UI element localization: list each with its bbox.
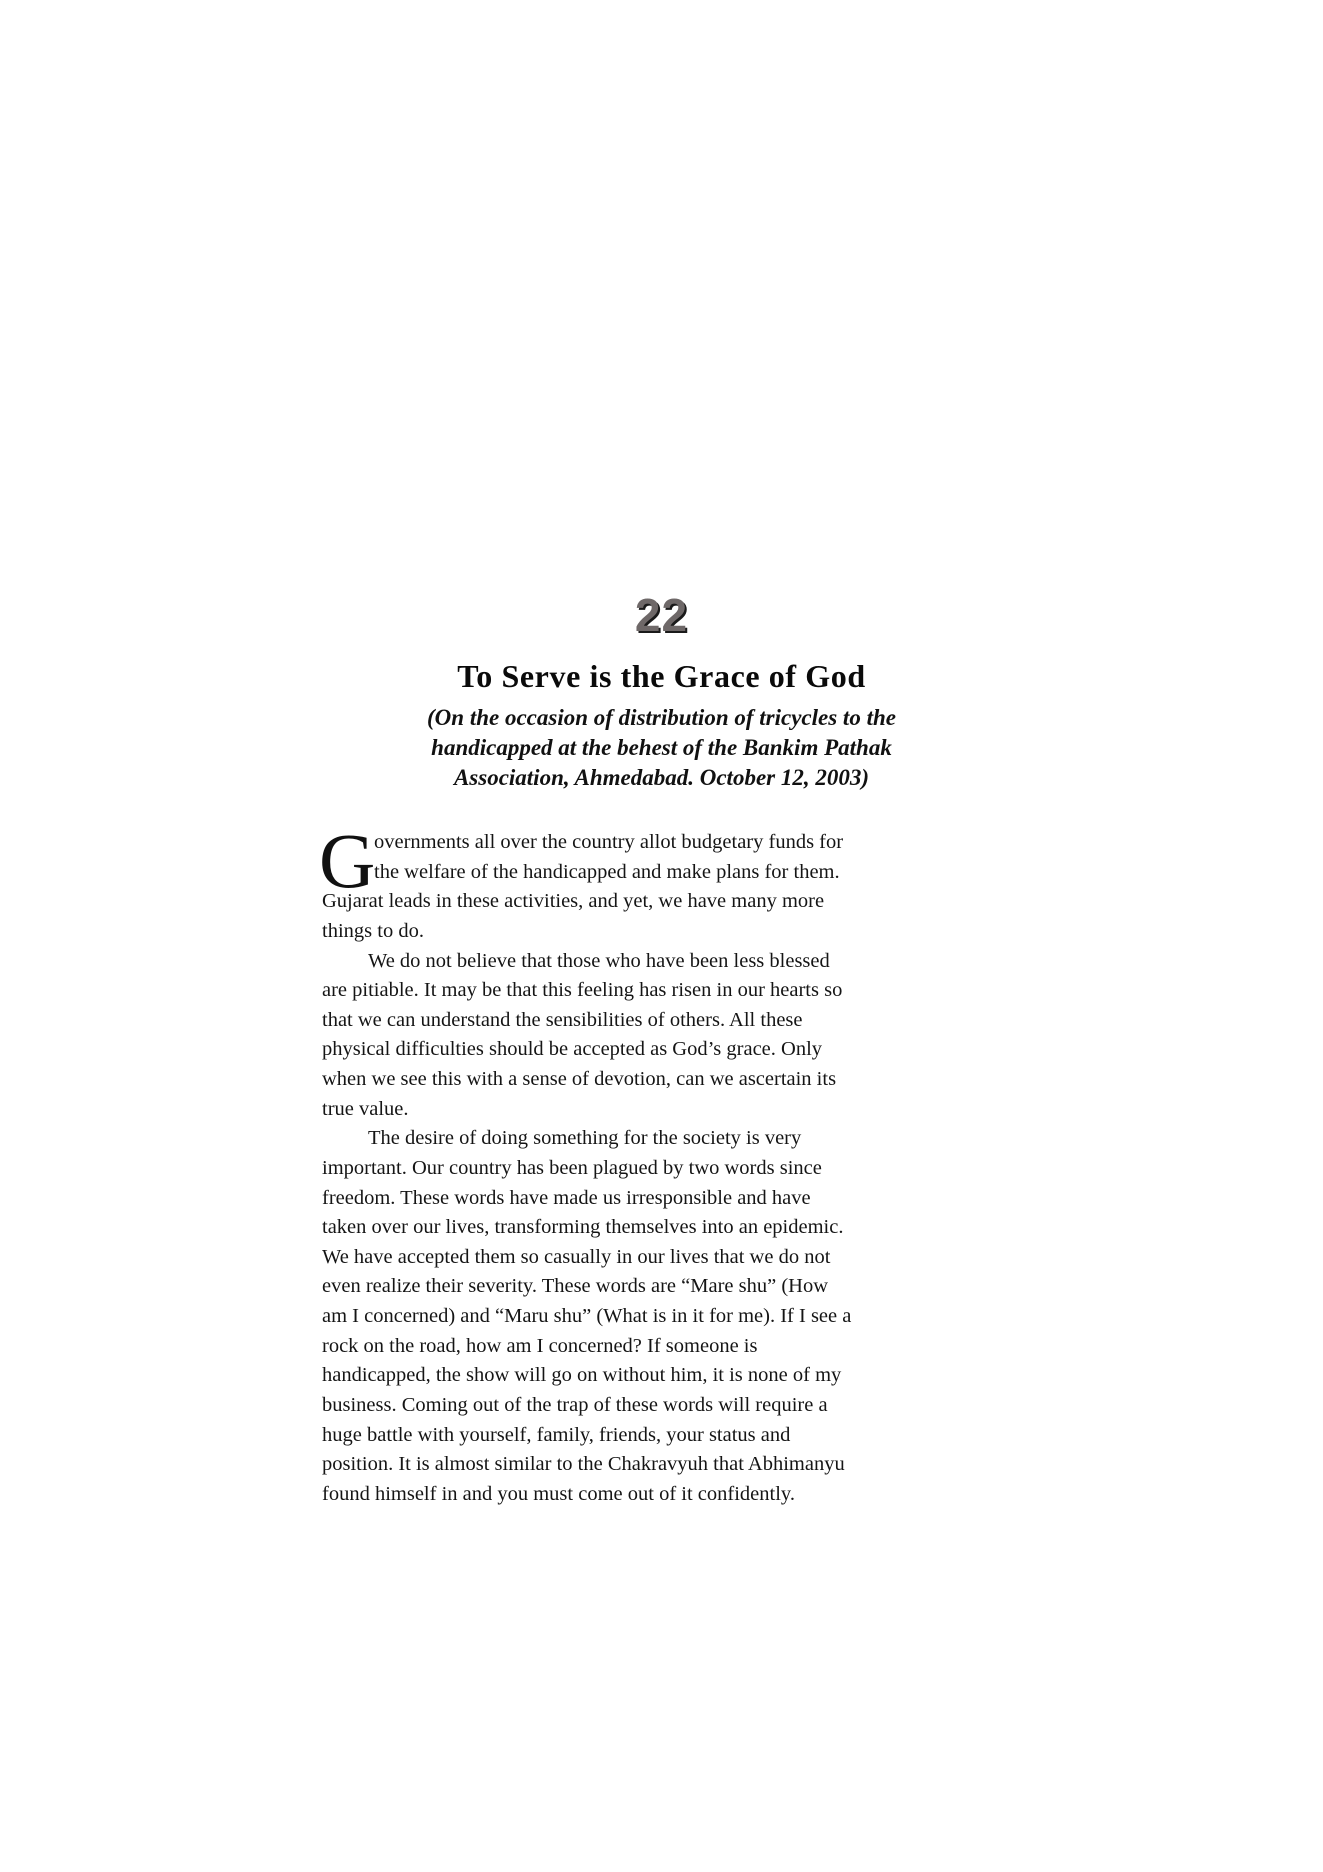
paragraph	[322, 947, 998, 1125]
subtitle-line: handicapped at the behest of the Bankim Pathak	[431, 735, 892, 760]
subtitle-line: Association, Ahmedabad. October 12, 2003)	[453, 765, 870, 790]
text-line: the welfare of the handicapped and make plans for them.	[374, 860, 840, 883]
text-line: found himself in and you must come out of it confidently.	[322, 1482, 795, 1505]
text-line: important. Our country has been plagued by two words since	[322, 1156, 822, 1179]
text-line: position. It is almost similar to the Chakravyuh that Abhimanyu	[322, 1453, 845, 1476]
body-text	[319, 817, 998, 1509]
text-line: business. Coming out of the trap of these words will require a	[322, 1393, 828, 1416]
text-line: handicapped, the show will go on without him, it is none of my	[322, 1364, 842, 1387]
paragraph	[322, 1124, 998, 1509]
text-line: Gujarat leads in these activities, and yet, we have many more	[322, 890, 825, 913]
text-line: The desire of doing something for the society is very	[368, 1127, 802, 1150]
text-line: huge battle with yourself, family, friends, your status and	[322, 1423, 791, 1446]
text-line: even realize their severity. These words are “Mare shu” (How	[322, 1275, 829, 1298]
text-line: true value.	[322, 1097, 409, 1120]
text-line: am I concerned) and “Maru shu” (What is in it for me). If I see a	[322, 1305, 852, 1327]
text-line: taken over our lives, transforming themselves into an epidemic.	[322, 1216, 844, 1239]
text-line: We have accepted them so casually in our lives that we do not	[322, 1245, 831, 1268]
chapter-number: 22	[634, 589, 689, 641]
paragraph	[322, 828, 998, 947]
drop-cap: G	[319, 817, 376, 904]
text-line: things to do.	[322, 919, 424, 942]
text-line: rock on the road, how am I concerned? If someone is	[322, 1334, 758, 1357]
text-line: We do not believe that those who have been less blessed	[368, 949, 830, 972]
text-line: physical difficulties should be accepted as God’s grace. Only	[322, 1038, 823, 1061]
text-line: that we can understand the sensibilities of others. All these	[322, 1008, 803, 1031]
subtitle-line: (On the occasion of distribution of tricycles to the	[427, 705, 896, 730]
text-line: are pitiable. It may be that this feeling has risen in our hearts so	[322, 979, 843, 1002]
chapter-subtitle	[300, 703, 1023, 793]
chapter-title: To Serve is the Grace of God	[457, 658, 866, 694]
text-line: freedom. These words have made us irresponsible and have	[322, 1186, 811, 1209]
text-line: overnments all over the country allot budgetary funds for	[374, 831, 844, 853]
text-line: when we see this with a sense of devotion, can we ascertain its	[322, 1068, 837, 1090]
